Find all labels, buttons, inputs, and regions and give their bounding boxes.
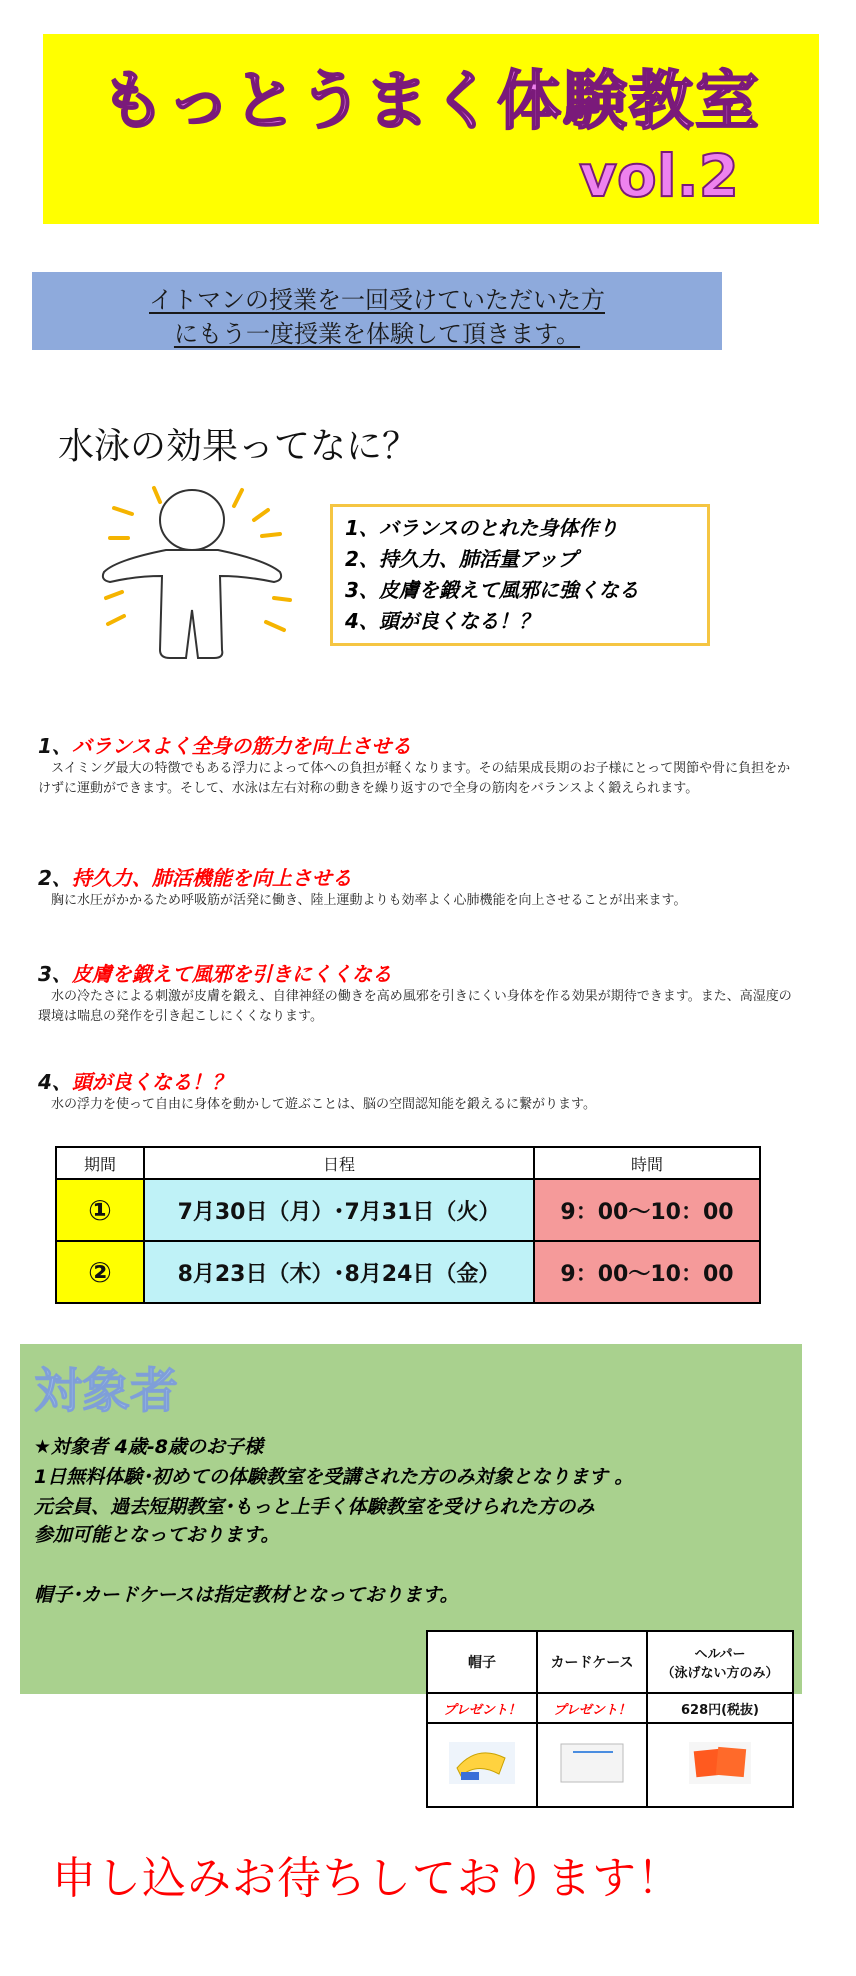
column-header	[647, 1631, 793, 1693]
section-number: 4、	[38, 1070, 72, 1094]
column-header: カードケース	[537, 1631, 647, 1693]
benefit-item: 4、頭が良くなる！？	[345, 609, 539, 633]
target-line: ★対象者 4歳‐8歳のお子様	[34, 1436, 263, 1458]
time-cell: 9：00～10：00	[534, 1241, 760, 1303]
target-heading: 対象者	[34, 1363, 179, 1419]
section-title	[38, 730, 798, 759]
price-cell: プレゼント！	[537, 1693, 647, 1723]
section-title-text: バランスよく全身の筋力を向上させる	[71, 734, 412, 758]
section-3	[38, 958, 798, 1027]
card-case-icon	[557, 1738, 627, 1788]
section-number: 1、	[38, 734, 72, 758]
intro-box	[32, 272, 722, 350]
period-cell: ①	[56, 1179, 144, 1241]
benefit-item: 1、バランスのとれた身体作り	[345, 516, 619, 540]
section-2	[38, 862, 798, 911]
column-header: 日程	[144, 1147, 534, 1179]
section-body: 水の冷たさによる刺激が皮膚を鍛え、自律神経の働きを高め風邪を引きにくい身体を作る効果が期待できます。また、高湿度の環境は喘息の発作を引き起こしにくくなります。	[38, 989, 792, 1024]
column-header: 期間	[56, 1147, 144, 1179]
section-title	[38, 862, 798, 891]
helper-note: （泳げない方のみ）	[661, 1666, 779, 1681]
intro-line-1: イトマンの授業を一回受けていただいた方	[149, 286, 605, 314]
section-number: 2、	[38, 866, 72, 890]
price-cell: 628円(税抜)	[647, 1693, 793, 1723]
section-body: 胸に水圧がかかるため呼吸筋が活発に働き、陸上運動よりも効率よく心肺機能を向上させることが出来ます。	[51, 893, 687, 908]
intro-line-2: にもう一度授業を体験して頂きます。	[173, 320, 581, 348]
section-4	[38, 1066, 798, 1115]
benefits-box	[330, 504, 710, 646]
materials-header-row	[427, 1631, 793, 1693]
section-body: スイミング最大の特徴でもある浮力によって体への負担が軽くなります。その結果成長期のお子様にとって関節や骨に負担をかけずに運動ができます。そして、水泳は左右対称の動きを繰り返すので全身の筋肉をバランスよく鍛えられます。	[38, 761, 791, 796]
helper-float-image	[647, 1723, 793, 1807]
price-cell: プレゼント！	[427, 1693, 537, 1723]
section-body: 水の浮力を使って自由に身体を動かして遊ぶことは、脳の空間認知能を鍛えるに繋がります。	[51, 1097, 596, 1112]
column-header: 時間	[534, 1147, 760, 1179]
stick-figure-icon	[96, 480, 296, 670]
swim-cap-image	[427, 1723, 537, 1807]
question-heading: 水泳の効果ってなに？	[58, 426, 419, 467]
title-banner	[43, 34, 819, 224]
volume-label: vol.2	[579, 142, 739, 210]
card-case-image	[537, 1723, 647, 1807]
swim-cap-icon	[447, 1738, 517, 1788]
table-row	[56, 1241, 760, 1303]
schedule-table	[55, 1146, 761, 1304]
section-title-text: 皮膚を鍛えて風邪を引きにくくなる	[71, 962, 392, 986]
section-title	[38, 958, 798, 987]
section-title-text: 頭が良くなる！？	[71, 1070, 232, 1094]
materials-table	[426, 1630, 794, 1808]
materials-image-row	[427, 1723, 793, 1807]
helper-float-icon	[685, 1738, 755, 1788]
dates-cell: 7月30日（月）･7月31日（火）	[144, 1179, 534, 1241]
benefit-item: 3、皮膚を鍛えて風邪に強くなる	[345, 578, 639, 602]
period-cell: ②	[56, 1241, 144, 1303]
section-1	[38, 730, 798, 799]
target-line: 帽子･カードケースは指定教材となっております。	[34, 1584, 459, 1606]
helper-label: ヘルパー	[694, 1647, 746, 1662]
target-line: 1日無料体験･初めての体験教室を受講された方のみ対象となります 。	[34, 1466, 634, 1488]
column-header: 帽子	[427, 1631, 537, 1693]
time-cell: 9：00～10：00	[534, 1179, 760, 1241]
table-row	[56, 1179, 760, 1241]
section-title	[38, 1066, 798, 1095]
dates-cell: 8月23日（木）･8月24日（金）	[144, 1241, 534, 1303]
materials-price-row	[427, 1693, 793, 1723]
section-title-text: 持久力、肺活機能を向上させる	[71, 866, 352, 890]
page-title: もっとうまく体験教室	[101, 65, 761, 139]
closing-message: 申し込みお待ちしております！	[52, 1853, 682, 1904]
target-line: 元会員、過去短期教室･もっと上手く体験教室を受けられた方のみ	[34, 1496, 595, 1518]
section-number: 3、	[38, 962, 72, 986]
schedule-header-row	[56, 1147, 760, 1179]
target-line: 参加可能となっております。	[34, 1524, 280, 1546]
benefit-item: 2、持久力、肺活量アップ	[345, 547, 578, 571]
